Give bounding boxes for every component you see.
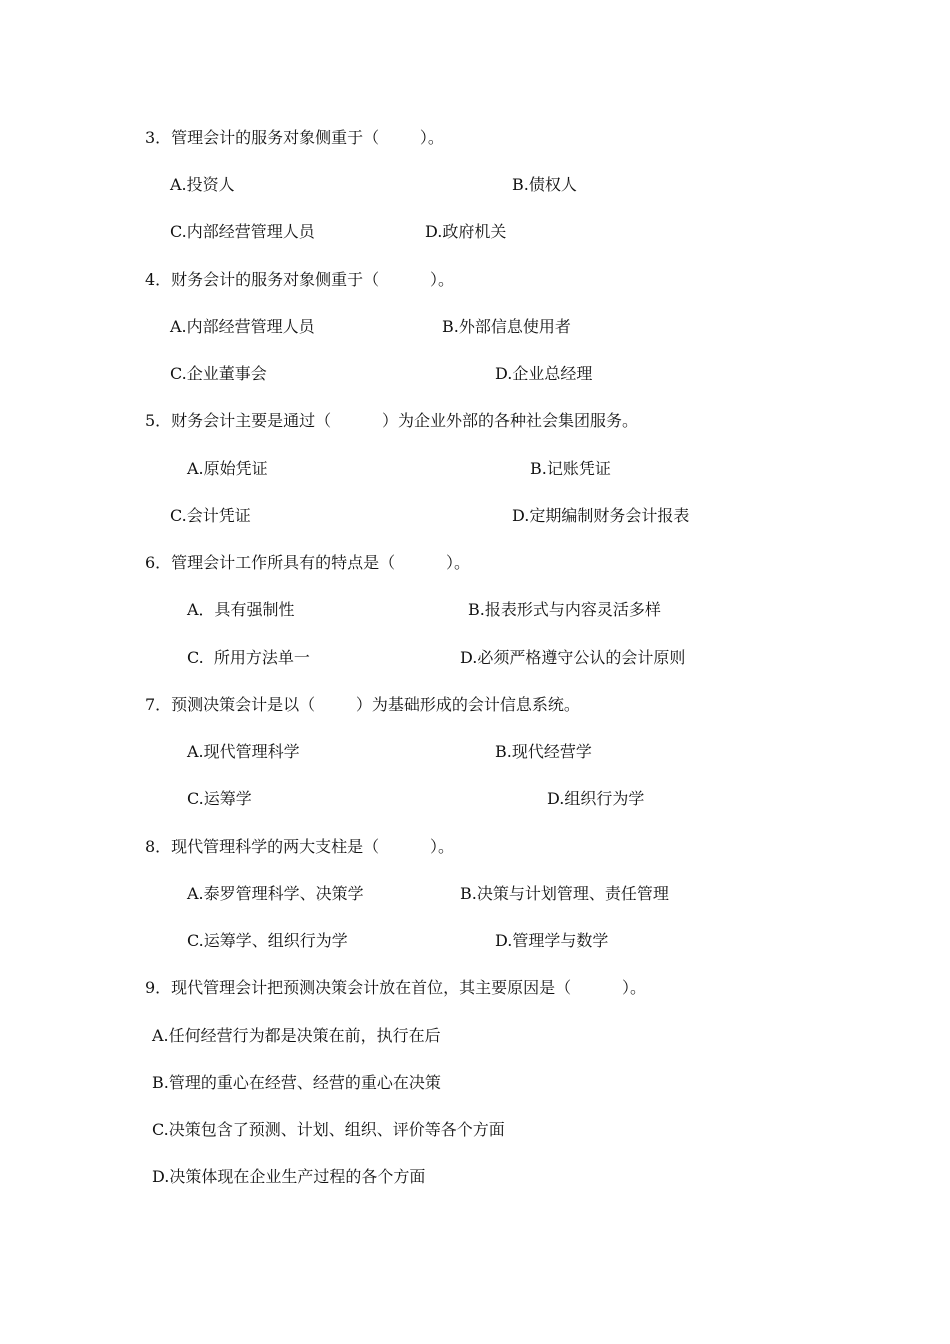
question-4-option-b: B.外部信息使用者 <box>442 317 571 336</box>
question-6-option-c: C. 所用方法单一 <box>187 648 310 667</box>
question-8-option-c: C.运筹学、组织行为学 <box>187 931 348 950</box>
question-4-option-c: C.企业董事会 <box>170 364 267 383</box>
question-4-stem: 4．财务会计的服务对象侧重于（ ）。 <box>145 270 455 289</box>
question-6-option-d: D.必须严格遵守公认的会计原则 <box>460 648 686 667</box>
question-5-stem: 5．财务会计主要是通过（ ）为企业外部的各种社会集团服务。 <box>145 411 639 430</box>
question-5-option-c: C.会计凭证 <box>170 506 251 525</box>
question-9-option-a: A.任何经营行为都是决策在前，执行在后 <box>152 1026 441 1045</box>
question-8-option-a: A.泰罗管理科学、决策学 <box>187 884 364 903</box>
question-5-option-b: B.记账凭证 <box>530 459 611 478</box>
question-5-option-d: D.定期编制财务会计报表 <box>512 506 690 525</box>
question-3-option-a: A.投资人 <box>170 175 235 194</box>
question-6-option-a: A．具有强制性 <box>187 600 295 619</box>
question-7-option-b: B.现代经营学 <box>495 742 592 761</box>
question-9-option-c: C.决策包含了预测、计划、组织、评价等各个方面 <box>152 1120 505 1139</box>
question-3-option-d: D.政府机关 <box>425 222 507 241</box>
question-5-option-a: A.原始凭证 <box>187 459 268 478</box>
question-9-option-b: B.管理的重心在经营、经营的重心在决策 <box>152 1073 441 1092</box>
question-8-option-b: B.决策与计划管理、责任管理 <box>460 884 669 903</box>
question-3-option-b: B.债权人 <box>512 175 577 194</box>
question-6-stem: 6．管理会计工作所具有的特点是（ ）。 <box>145 553 471 572</box>
question-6-option-b: B.报表形式与内容灵活多样 <box>468 600 661 619</box>
question-3-option-c: C.内部经营管理人员 <box>170 222 315 241</box>
question-8-option-d: D.管理学与数学 <box>495 931 609 950</box>
question-7-stem: 7．预测决策会计是以（ ）为基础形成的会计信息系统。 <box>145 695 580 714</box>
question-7-option-c: C.运筹学 <box>187 789 252 808</box>
question-4-option-a: A.内部经营管理人员 <box>170 317 315 336</box>
question-9-stem: 9．现代管理会计把预测决策会计放在首位，其主要原因是（ ）。 <box>145 978 647 997</box>
question-4-option-d: D.企业总经理 <box>495 364 593 383</box>
question-8-stem: 8．现代管理科学的两大支柱是（ ）。 <box>145 837 455 856</box>
question-7-option-a: A.现代管理科学 <box>187 742 300 761</box>
question-9-option-d: D.决策体现在企业生产过程的各个方面 <box>152 1167 426 1186</box>
question-3-stem: 3．管理会计的服务对象侧重于（ ）。 <box>145 128 444 147</box>
question-7-option-d: D.组织行为学 <box>547 789 645 808</box>
